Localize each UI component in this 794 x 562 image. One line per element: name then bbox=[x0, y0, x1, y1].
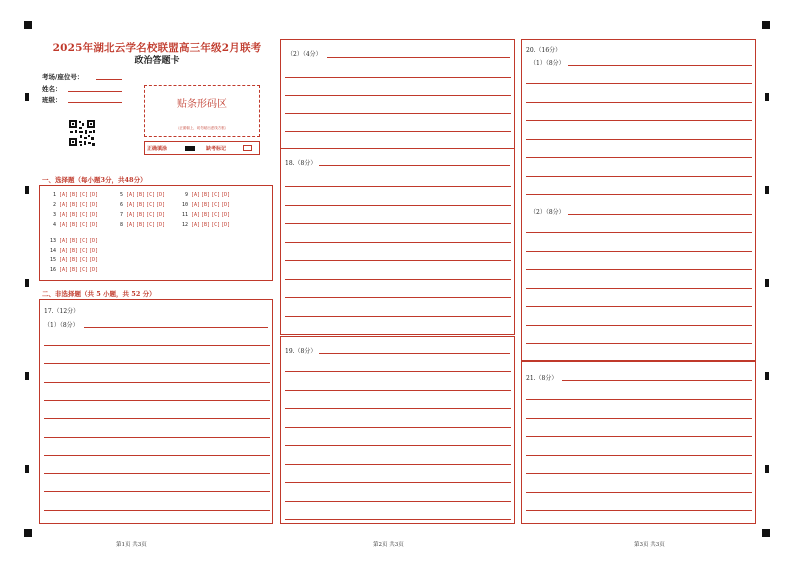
answer-line[interactable] bbox=[285, 260, 511, 261]
mc-option-b[interactable]: [B] bbox=[69, 192, 79, 198]
q20-sub2-label: （2）（8分） bbox=[530, 209, 565, 216]
mc-option-d[interactable]: [D] bbox=[156, 222, 166, 228]
answer-line[interactable] bbox=[526, 399, 752, 400]
mc-option-d[interactable]: [D] bbox=[89, 212, 99, 218]
mc-question-4 bbox=[48, 222, 99, 228]
mc-option-a[interactable]: [A] bbox=[126, 192, 136, 198]
corner-mark-bottom-left bbox=[24, 529, 32, 537]
answer-line[interactable] bbox=[285, 445, 511, 446]
timing-mark bbox=[765, 372, 769, 380]
correct-fill-label: 正确填涂 bbox=[147, 146, 168, 152]
mc-option-a[interactable]: [A] bbox=[191, 192, 201, 198]
timing-mark bbox=[765, 93, 769, 101]
mc-number: 13 bbox=[49, 238, 56, 244]
answer-line[interactable] bbox=[526, 510, 752, 511]
mc-number: 10 bbox=[181, 202, 188, 208]
mc-option-d[interactable]: [D] bbox=[156, 202, 166, 208]
mc-option-d[interactable]: [D] bbox=[89, 257, 99, 263]
mc-option-d[interactable]: [D] bbox=[89, 266, 99, 273]
answer-line[interactable] bbox=[285, 371, 511, 372]
answer-line[interactable] bbox=[285, 464, 511, 465]
mc-option-c[interactable]: [C] bbox=[79, 247, 89, 254]
mc-question-16 bbox=[48, 267, 99, 273]
answer-line[interactable] bbox=[526, 436, 752, 437]
mc-option-d[interactable]: [D] bbox=[221, 222, 231, 228]
section1-title: 一、选择题（每小题3分，共48分） bbox=[42, 176, 147, 184]
absent-label: 缺考标记 bbox=[206, 146, 227, 152]
mc-option-b[interactable]: [B] bbox=[136, 192, 146, 198]
answer-line[interactable] bbox=[44, 400, 270, 401]
mc-option-d[interactable]: [D] bbox=[156, 212, 166, 218]
mc-option-b[interactable]: [B] bbox=[69, 202, 79, 208]
mc-option-a[interactable]: [A] bbox=[59, 247, 69, 254]
page1-footer: 第1页 共3页 bbox=[116, 542, 147, 548]
answer-line[interactable] bbox=[526, 325, 752, 326]
mc-option-c[interactable]: [C] bbox=[211, 222, 221, 228]
answer-line[interactable] bbox=[526, 139, 752, 140]
mc-question-14 bbox=[48, 248, 99, 254]
barcode-area bbox=[144, 85, 260, 137]
mc-number: 14 bbox=[49, 247, 56, 254]
answer-line[interactable] bbox=[44, 437, 270, 438]
answer-line[interactable] bbox=[285, 519, 511, 520]
mc-number: 6 bbox=[119, 202, 123, 208]
answer-line[interactable] bbox=[285, 223, 511, 224]
answer-line[interactable] bbox=[285, 242, 511, 243]
mc-question-15 bbox=[48, 257, 99, 263]
answer-line[interactable] bbox=[285, 408, 511, 409]
mc-option-a[interactable]: [A] bbox=[191, 212, 201, 218]
q19-answer-box bbox=[280, 336, 515, 524]
mc-option-b[interactable]: [B] bbox=[69, 212, 79, 218]
answer-line[interactable] bbox=[84, 327, 268, 328]
timing-mark bbox=[25, 465, 29, 473]
mc-option-c[interactable]: [C] bbox=[79, 257, 89, 263]
mc-option-b[interactable]: [B] bbox=[201, 202, 211, 208]
answer-line[interactable] bbox=[285, 297, 511, 298]
answer-line[interactable] bbox=[526, 473, 752, 474]
mc-option-c[interactable]: [C] bbox=[79, 192, 89, 198]
mc-option-a[interactable]: [A] bbox=[126, 222, 136, 228]
mc-option-b[interactable]: [B] bbox=[69, 257, 79, 263]
timing-mark bbox=[765, 465, 769, 473]
answer-line[interactable] bbox=[526, 269, 752, 270]
answer-sheet-subtitle: 政治答题卡 bbox=[134, 56, 180, 66]
mc-option-c[interactable]: [C] bbox=[79, 238, 89, 244]
mc-option-a[interactable]: [A] bbox=[59, 266, 69, 273]
mc-question-13 bbox=[48, 238, 99, 244]
answer-line[interactable] bbox=[526, 176, 752, 177]
multiple-choice-box bbox=[39, 185, 273, 281]
answer-line[interactable] bbox=[285, 279, 511, 280]
mc-option-c[interactable]: [C] bbox=[79, 202, 89, 208]
mc-question-10 bbox=[180, 202, 231, 208]
mc-option-a[interactable]: [A] bbox=[59, 257, 69, 263]
answer-line[interactable] bbox=[44, 345, 270, 346]
corner-mark-top-left bbox=[24, 21, 32, 29]
mc-option-b[interactable]: [B] bbox=[136, 202, 146, 208]
answer-line[interactable] bbox=[526, 455, 752, 456]
q17-sub2-label: （2）（4分） bbox=[287, 51, 322, 58]
answer-line[interactable] bbox=[285, 77, 511, 78]
mc-option-b[interactable]: [B] bbox=[201, 222, 211, 228]
question-divider bbox=[281, 148, 514, 149]
mc-option-b[interactable]: [B] bbox=[136, 212, 146, 218]
corner-mark-top-right bbox=[762, 21, 770, 29]
answer-line[interactable] bbox=[44, 455, 270, 456]
answer-line[interactable] bbox=[285, 427, 511, 428]
answer-line[interactable] bbox=[526, 288, 752, 289]
mc-option-b[interactable]: [B] bbox=[69, 238, 79, 244]
mc-number: 15 bbox=[49, 257, 56, 263]
name-label: 姓名： bbox=[42, 85, 62, 93]
mc-number: 5 bbox=[119, 192, 123, 198]
answer-line[interactable] bbox=[44, 473, 270, 474]
answer-line[interactable] bbox=[568, 214, 752, 215]
fill-example-box bbox=[144, 141, 260, 155]
answer-line[interactable] bbox=[526, 102, 752, 103]
answer-line[interactable] bbox=[44, 363, 270, 364]
mc-option-a[interactable]: [A] bbox=[59, 212, 69, 218]
mc-option-d[interactable]: [D] bbox=[89, 192, 99, 198]
correct-fill-sample bbox=[185, 146, 195, 151]
mc-option-a[interactable]: [A] bbox=[126, 202, 136, 208]
mc-number: 3 bbox=[52, 212, 56, 218]
answer-line[interactable] bbox=[285, 390, 511, 391]
exam-room-field[interactable] bbox=[96, 79, 122, 80]
mc-option-a[interactable]: [A] bbox=[59, 238, 69, 244]
timing-mark bbox=[25, 93, 29, 101]
q20-sub1-label: （1）（8分） bbox=[530, 60, 565, 67]
answer-line[interactable] bbox=[285, 482, 511, 483]
mc-question-5 bbox=[115, 192, 166, 198]
timing-mark bbox=[765, 186, 769, 194]
mc-option-b[interactable]: [B] bbox=[69, 266, 79, 273]
mc-number: 4 bbox=[52, 222, 56, 228]
mc-option-d[interactable]: [D] bbox=[221, 192, 231, 198]
mc-option-a[interactable]: [A] bbox=[59, 222, 69, 228]
answer-line[interactable] bbox=[44, 491, 270, 492]
answer-line[interactable] bbox=[285, 186, 511, 187]
mc-number: 16 bbox=[49, 266, 56, 273]
page2-footer: 第2页 共3页 bbox=[373, 542, 404, 548]
answer-line[interactable] bbox=[526, 343, 752, 344]
mc-option-d[interactable]: [D] bbox=[89, 238, 99, 244]
answer-line[interactable] bbox=[44, 382, 270, 383]
mc-option-c[interactable]: [C] bbox=[146, 192, 156, 198]
exam-title: 2025年湖北云学名校联盟高三年级2月联考 bbox=[52, 42, 262, 54]
timing-mark bbox=[25, 279, 29, 287]
mc-question-6 bbox=[115, 202, 166, 208]
answer-line[interactable] bbox=[526, 157, 752, 158]
mc-option-b[interactable]: [B] bbox=[201, 212, 211, 218]
mc-option-c[interactable]: [C] bbox=[79, 266, 89, 273]
mc-option-b[interactable]: [B] bbox=[201, 192, 211, 198]
mc-option-c[interactable]: [C] bbox=[146, 202, 156, 208]
mc-option-a[interactable]: [A] bbox=[59, 192, 69, 198]
answer-line[interactable] bbox=[285, 205, 511, 206]
mc-option-b[interactable]: [B] bbox=[136, 222, 146, 228]
mc-option-d[interactable]: [D] bbox=[89, 222, 99, 228]
mc-option-c[interactable]: [C] bbox=[146, 222, 156, 228]
mc-option-d[interactable]: [D] bbox=[89, 247, 99, 254]
mc-question-9 bbox=[180, 192, 231, 198]
mc-option-c[interactable]: [C] bbox=[146, 212, 156, 218]
timing-mark bbox=[25, 186, 29, 194]
mc-question-1 bbox=[48, 192, 99, 198]
q18-title: 18.（8分） bbox=[285, 160, 317, 167]
class-label: 班级： bbox=[42, 96, 62, 104]
mc-question-2 bbox=[48, 202, 99, 208]
mc-option-a[interactable]: [A] bbox=[191, 202, 201, 208]
answer-line[interactable] bbox=[285, 95, 511, 96]
barcode-area-label: 贴条形码区 bbox=[177, 99, 227, 110]
answer-line[interactable] bbox=[526, 306, 752, 307]
answer-line[interactable] bbox=[526, 251, 752, 252]
answer-line[interactable] bbox=[526, 83, 752, 84]
q17-title: 17.（12分） bbox=[44, 308, 80, 315]
page3-footer: 第3页 共3页 bbox=[634, 542, 665, 548]
mc-number: 1 bbox=[52, 192, 56, 198]
mc-option-a[interactable]: [A] bbox=[191, 222, 201, 228]
mc-option-d[interactable]: [D] bbox=[221, 202, 231, 208]
q19-title: 19.（8分） bbox=[285, 348, 317, 355]
mc-question-8 bbox=[115, 222, 166, 228]
qr-code-icon bbox=[68, 119, 96, 147]
answer-line[interactable] bbox=[526, 418, 752, 419]
mc-option-d[interactable]: [D] bbox=[156, 192, 166, 198]
answer-line[interactable] bbox=[285, 113, 511, 114]
answer-line[interactable] bbox=[319, 165, 510, 166]
answer-line[interactable] bbox=[327, 57, 510, 58]
mc-option-d[interactable]: [D] bbox=[221, 212, 231, 218]
answer-line[interactable] bbox=[285, 131, 511, 132]
barcode-note: （正面朝上，切勿贴出虚线方框） bbox=[175, 126, 229, 130]
q21-title: 21.（8分） bbox=[526, 375, 558, 382]
mc-question-3 bbox=[48, 212, 99, 218]
name-field[interactable] bbox=[68, 91, 122, 92]
mc-option-b[interactable]: [B] bbox=[69, 222, 79, 228]
answer-line[interactable] bbox=[526, 492, 752, 493]
q20-answer-box bbox=[521, 39, 756, 361]
answer-line[interactable] bbox=[526, 194, 752, 195]
exam-room-label: 考场/座位号： bbox=[42, 73, 84, 81]
mc-option-c[interactable]: [C] bbox=[211, 212, 221, 218]
mc-number: 2 bbox=[52, 202, 56, 208]
mc-option-c[interactable]: [C] bbox=[211, 192, 221, 198]
q20-title: 20.（16分） bbox=[526, 47, 562, 54]
q17-continued-box bbox=[280, 39, 515, 335]
mc-number: 11 bbox=[181, 212, 188, 218]
q17-sub1-label: （1）（8分） bbox=[44, 322, 79, 329]
section2-title: 二、非选择题（共 5 小题，共 52 分） bbox=[42, 290, 156, 298]
answer-line[interactable] bbox=[526, 232, 752, 233]
q21-answer-box bbox=[521, 361, 756, 524]
absent-checkbox[interactable] bbox=[243, 145, 252, 151]
mc-number: 8 bbox=[119, 222, 123, 228]
mc-option-a[interactable]: [A] bbox=[126, 212, 136, 218]
timing-mark bbox=[25, 372, 29, 380]
class-field[interactable] bbox=[68, 102, 122, 103]
answer-line[interactable] bbox=[44, 418, 270, 419]
mc-option-a[interactable]: [A] bbox=[59, 202, 69, 208]
mc-option-d[interactable]: [D] bbox=[89, 202, 99, 208]
answer-line[interactable] bbox=[526, 120, 752, 121]
mc-option-c[interactable]: [C] bbox=[211, 202, 221, 208]
q17-answer-box bbox=[39, 299, 273, 524]
mc-question-12 bbox=[180, 222, 231, 228]
answer-line[interactable] bbox=[568, 65, 752, 66]
mc-number: 7 bbox=[119, 212, 123, 218]
corner-mark-bottom-right bbox=[762, 529, 770, 537]
mc-question-11 bbox=[180, 212, 231, 218]
timing-mark bbox=[765, 279, 769, 287]
mc-number: 9 bbox=[184, 192, 188, 198]
mc-option-b[interactable]: [B] bbox=[69, 247, 79, 254]
mc-option-c[interactable]: [C] bbox=[79, 222, 89, 228]
answer-line[interactable] bbox=[285, 316, 511, 317]
answer-line[interactable] bbox=[285, 501, 511, 502]
mc-number: 12 bbox=[181, 222, 188, 228]
mc-question-7 bbox=[115, 212, 166, 218]
answer-line[interactable] bbox=[562, 380, 752, 381]
answer-line[interactable] bbox=[319, 353, 510, 354]
answer-line[interactable] bbox=[44, 510, 270, 511]
mc-option-c[interactable]: [C] bbox=[79, 212, 89, 218]
